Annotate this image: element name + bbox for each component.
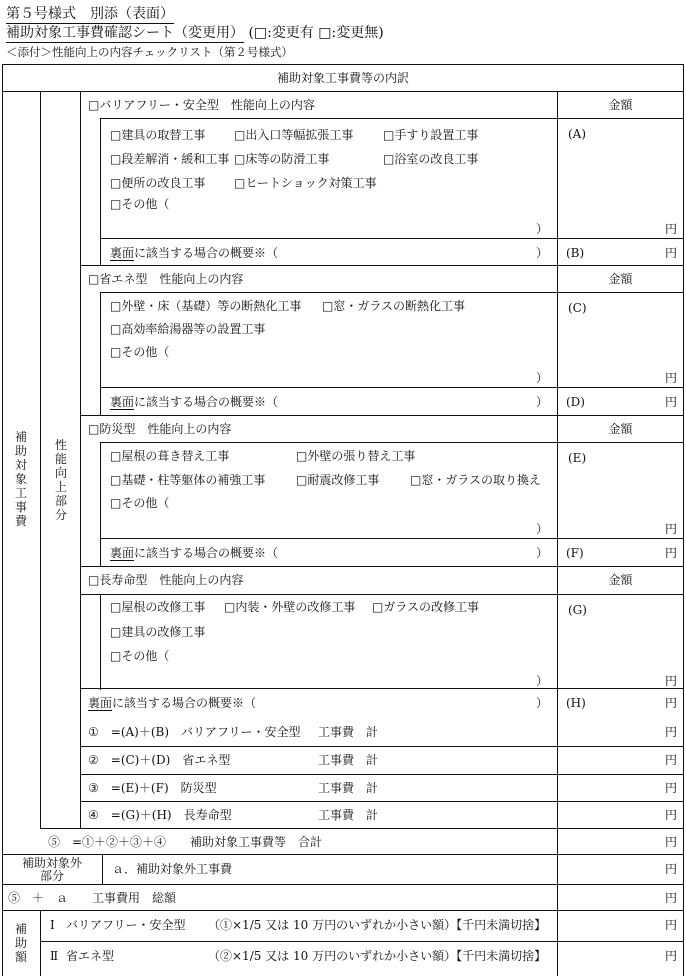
rule-line (40, 91, 41, 828)
checklist-item: □内装・外壁の改修工事 (224, 600, 356, 614)
other-item: □その他（ (110, 345, 170, 359)
yen-unit: 円 (664, 222, 677, 236)
checklist-item: □外壁・床（基礎）等の断熱化工事 (110, 299, 302, 313)
outside-label: 部分 (39, 869, 64, 883)
rule-line (100, 538, 557, 539)
rule-line (80, 774, 684, 775)
rule-line (100, 118, 684, 119)
checklist-item: □窓・ガラスの断熱化工事 (322, 299, 465, 313)
other-item: □その他（ (110, 496, 170, 510)
rule-line (100, 238, 557, 239)
yen-unit: 円 (664, 522, 677, 536)
rule-line (100, 442, 684, 443)
amount-code: (C) (568, 301, 587, 315)
rule-line (100, 594, 101, 690)
other-close: ） (536, 371, 549, 385)
yen-unit: 円 (664, 371, 677, 385)
subtotal-label: 工事費 計 (318, 725, 379, 739)
sheet-title: 補助対象工事費確認シート（変更用） (□:変更有 □:変更無) (6, 25, 384, 41)
subsidy-calc: （②×1/5 又は 10 万円のいずれか小さい額）【千円未満切捨】 (208, 949, 547, 963)
subtotal-label: 工事費 計 (318, 753, 379, 767)
amount-code: (G) (568, 603, 587, 617)
outside-label: 補助対象外 (21, 856, 82, 870)
yen-unit: 円 (664, 246, 677, 260)
amount-code: (A) (568, 127, 587, 141)
ura-underline: 裏面 (88, 696, 113, 710)
subtotal-formula: ① =(A)＋(B) バリアフリー・安全型 (88, 725, 301, 739)
amount-label: 金額 (608, 573, 633, 587)
rule-line (2, 884, 684, 885)
rule-line (80, 566, 684, 567)
checklist-item: □屋根の葺き替え工事 (110, 449, 230, 463)
rule-line (102, 854, 103, 884)
rule-line (557, 538, 684, 539)
total-amount-label: ⑤ ＋ ａ 工事費用 総額 (8, 891, 177, 905)
other-item: □その他（ (110, 197, 170, 211)
subtotal-label: 工事費 計 (318, 808, 379, 822)
table-heading: 補助対象工事費等の内訳 (276, 71, 409, 85)
rule-line (557, 718, 558, 828)
rule-line (2, 910, 684, 911)
ura-text: に該当する場合の概要※（ (134, 246, 279, 260)
yen-unit: 円 (664, 891, 677, 905)
yen-unit: 円 (664, 546, 677, 560)
checklist-item: □ガラスの改修工事 (372, 600, 479, 614)
attachment-note: ＜添付＞性能向上の内容チェックリスト（第２号様式） (6, 45, 293, 59)
subsidy-name: 省エネ型 (66, 949, 115, 963)
other-close: ） (536, 522, 549, 536)
rule-line (557, 265, 558, 415)
rule-line (40, 828, 684, 829)
yen-unit: 円 (664, 949, 677, 963)
other-close: ） (536, 222, 549, 236)
checklist-item: □高効率給湯器等の設置工事 (110, 322, 266, 336)
section-title: □長寿命型 性能向上の内容 (88, 573, 244, 587)
checklist-item: □ヒートショック対策工事 (234, 176, 377, 190)
checklist-item: □窓・ガラスの取り換え (410, 473, 541, 487)
yen-unit: 円 (664, 725, 677, 739)
rule-line (40, 941, 684, 942)
rule-line (557, 415, 558, 566)
ura-underline: 裏面 (110, 395, 135, 409)
ura-summary (110, 546, 278, 560)
rule-line (100, 292, 684, 293)
ura-code: (H) (566, 696, 586, 710)
ura-close: ） (536, 246, 549, 260)
rule-line (80, 594, 684, 595)
yen-unit: 円 (664, 808, 677, 822)
yen-unit: 円 (664, 918, 677, 932)
ura-code: (D) (566, 395, 585, 409)
checklist-item: □出入口等幅拡張工事 (234, 128, 354, 142)
subsidy-target-label: 補助対象工事費 (14, 430, 27, 528)
checklist-item: □基礎・柱等躯体の補強工事 (110, 473, 266, 487)
ura-close: ） (536, 696, 549, 710)
rule-line (2, 854, 684, 855)
ura-text: に該当する場合の概要※（ (112, 696, 257, 710)
subsidy-num: Ⅱ (50, 949, 59, 963)
checklist-item: □床等の防滑工事 (234, 152, 330, 166)
checklist-item: □手すり設置工事 (383, 128, 479, 142)
other-close: ） (536, 674, 549, 688)
checklist-item: □外壁の張り替え工事 (296, 449, 416, 463)
yen-unit: 円 (664, 674, 677, 688)
checklist-item: □便所の改良工事 (110, 176, 206, 190)
rule-line (557, 566, 558, 718)
ura-text: に該当する場合の概要※（ (134, 546, 279, 560)
rule-line (80, 91, 81, 828)
yen-unit: 円 (664, 862, 677, 876)
yen-unit: 円 (664, 781, 677, 795)
rule-line (80, 801, 684, 802)
rule-line (80, 265, 684, 266)
yen-unit: 円 (664, 395, 677, 409)
change-status-note: (□:変更有 □:変更無) (248, 25, 384, 41)
grand-subtotal: ⑤ =①＋②＋③＋④ 補助対象工事費等 合計 (48, 835, 323, 849)
ura-summary (88, 696, 256, 710)
rule-line (100, 118, 101, 265)
section-title: □防災型 性能向上の内容 (88, 422, 232, 436)
subtotal-formula: ② =(C)＋(D) 省エネ型 (88, 753, 231, 767)
checklist-item: □屋根の改修工事 (110, 600, 206, 614)
amount-label: 金額 (608, 98, 633, 112)
rule-line (557, 387, 684, 388)
performance-label: 性能向上部分 (54, 438, 67, 522)
checklist-item: □建具の取替工事 (110, 128, 206, 142)
section-title: □省エネ型 性能向上の内容 (88, 272, 244, 286)
ura-code: (B) (566, 246, 585, 260)
rule-line (557, 828, 558, 976)
subtotal-label: 工事費 計 (318, 781, 379, 795)
amount-label: 金額 (608, 272, 633, 286)
ura-underline: 裏面 (110, 546, 135, 560)
ura-summary (110, 395, 278, 409)
ura-summary (110, 246, 278, 260)
ura-close: ） (536, 395, 549, 409)
rule-line (100, 292, 101, 415)
yen-unit: 円 (664, 835, 677, 849)
amount-label: 金額 (608, 422, 633, 436)
checklist-item: □段差解消・緩和工事 (110, 152, 230, 166)
other-item: □その他（ (110, 649, 170, 663)
subsidy-num: Ⅰ (50, 918, 55, 932)
ura-code: (F) (566, 546, 584, 560)
subsidy-calc: （①×1/5 又は 10 万円のいずれか小さい額）【千円未満切捨】 (208, 918, 547, 932)
rule-line (100, 387, 557, 388)
checklist-item: □浴室の改良工事 (383, 152, 479, 166)
yen-unit: 円 (664, 696, 677, 710)
subtotal-formula: ④ =(G)＋(H) 長寿命型 (88, 808, 232, 822)
rule-line (40, 910, 41, 976)
yen-unit: 円 (664, 753, 677, 767)
outside-item: ａ．補助対象外工事費 (112, 862, 233, 876)
subsidy-amount-label: 補助額 (14, 922, 27, 964)
rule-line (2, 91, 684, 92)
rule-line (80, 688, 557, 689)
rule-line (557, 238, 684, 239)
subsidy-name: バリアフリー・安全型 (66, 918, 186, 932)
rule-line (100, 442, 101, 566)
rule-line (557, 688, 684, 689)
subtotal-formula: ③ =(E)＋(F) 防災型 (88, 781, 217, 795)
checklist-item: □耐震改修工事 (296, 473, 380, 487)
checklist-item: □建具の改修工事 (110, 625, 206, 639)
rule-line (80, 415, 684, 416)
ura-text: に該当する場合の概要※（ (134, 395, 279, 409)
ura-underline: 裏面 (110, 246, 135, 260)
rule-line (80, 746, 684, 747)
form-number: 第５号様式 別添（表面） (6, 6, 174, 22)
section-title: □バリアフリー・安全型 性能向上の内容 (88, 98, 315, 112)
ura-close: ） (536, 546, 549, 560)
amount-code: (E) (568, 451, 587, 465)
